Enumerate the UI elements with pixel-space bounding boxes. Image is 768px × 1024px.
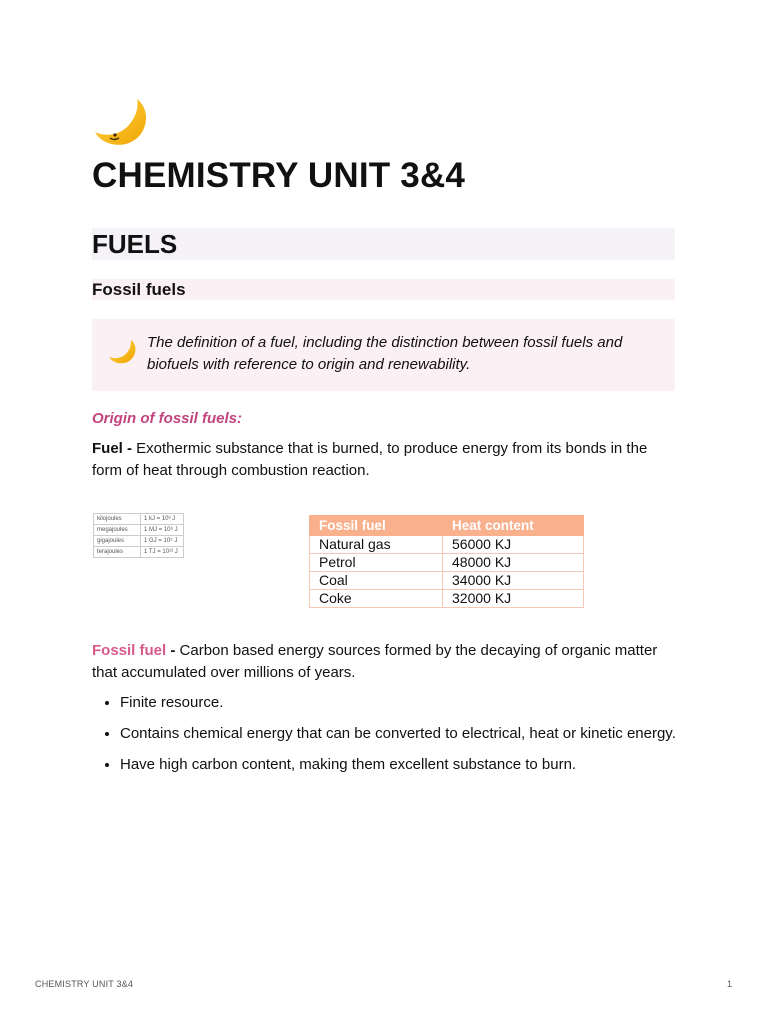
table-cell: 32000 KJ [443, 590, 584, 608]
table-cell: 48000 KJ [443, 554, 584, 572]
list-item: • Finite resource. [120, 692, 700, 714]
crescent-moon-icon [108, 337, 138, 365]
callout-box [92, 319, 675, 391]
crescent-moon-icon [93, 95, 151, 147]
energy-units-table [93, 513, 184, 558]
callout-text: The definition of a fuel, including the distinction between fossil fuels and biofuels with reference to origin and renewability. [147, 334, 623, 373]
table-header-row [310, 516, 584, 536]
fossil-fuel-definition [92, 640, 677, 684]
table-cell: 1 GJ = 10⁹ J [141, 536, 184, 547]
table-cell: kilojoules [94, 514, 141, 525]
table-cell: terajoules [94, 547, 141, 558]
column-header: Heat content [443, 516, 584, 536]
fuel-term: Fuel - [92, 440, 132, 457]
table-row [94, 547, 184, 558]
fuel-definition-text: Exothermic substance that is burned, to produce energy from its bonds in the form of heat through combustion reaction. [92, 440, 648, 479]
definition-dash: - [166, 642, 176, 659]
table-cell: 1 MJ = 10⁶ J [141, 525, 184, 536]
bullet-list [92, 692, 700, 785]
table-row [310, 536, 584, 554]
table-cell: Coal [310, 572, 443, 590]
section-heading: FUELS [92, 229, 178, 259]
page-title: CHEMISTRY UNIT 3&4 [92, 156, 466, 195]
table-cell: gigajoules [94, 536, 141, 547]
table-row [94, 514, 184, 525]
table-cell: megajoules [94, 525, 141, 536]
table-cell: 56000 KJ [443, 536, 584, 554]
page-number: 1 [727, 979, 733, 989]
fuel-definition [92, 438, 677, 482]
column-header: Fossil fuel [310, 516, 443, 536]
heading-band [92, 228, 675, 260]
table-cell: Petrol [310, 554, 443, 572]
list-item: • Contains chemical energy that can be converted to electrical, heat or kinetic energy. [120, 723, 700, 745]
table-row [310, 572, 584, 590]
list-item: • Have high carbon content, making them excellent substance to burn. [120, 754, 700, 776]
table-row [94, 525, 184, 536]
table-cell: Natural gas [310, 536, 443, 554]
table-cell: 1 TJ = 10¹² J [141, 547, 184, 558]
footer-title: CHEMISTRY UNIT 3&4 [35, 979, 134, 989]
heat-content-table [309, 515, 584, 608]
subsection-heading: Fossil fuels [92, 280, 186, 299]
table-row [94, 536, 184, 547]
origin-heading: Origin of fossil fuels: [92, 410, 243, 427]
table-row [310, 590, 584, 608]
fossil-fuel-term: Fossil fuel [92, 642, 167, 659]
fossil-fuel-definition-text: Carbon based energy sources formed by the decaying of organic matter that accumulated over millions of years. [92, 642, 658, 681]
table-cell: 34000 KJ [443, 572, 584, 590]
table-cell: 1 kJ = 10³ J [141, 514, 184, 525]
table-cell: Coke [310, 590, 443, 608]
table-row [310, 554, 584, 572]
